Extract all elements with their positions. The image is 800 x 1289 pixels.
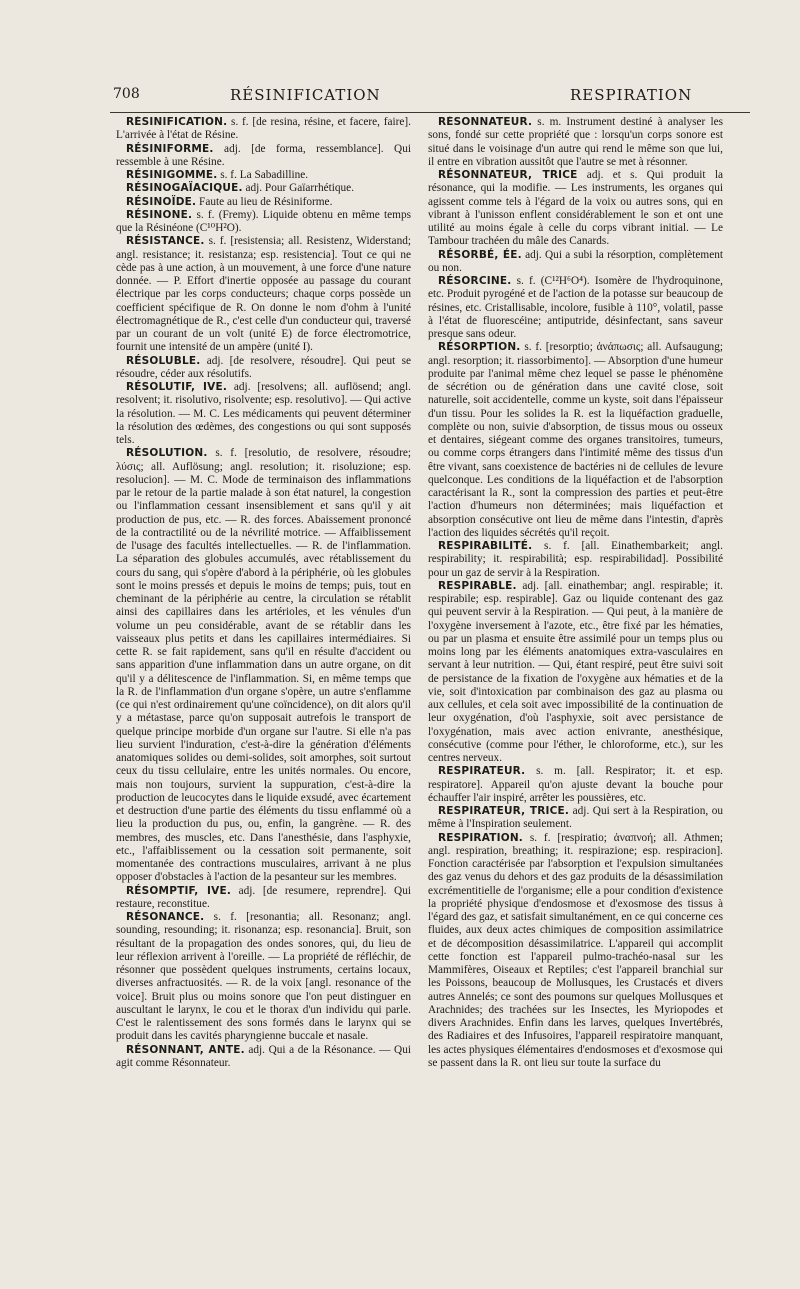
entry: [116, 235, 411, 354]
headword: RÉSINONE.: [126, 208, 193, 221]
entry: [428, 805, 723, 832]
headword: RÉSOLUTION.: [126, 447, 208, 460]
right-column: [428, 116, 723, 1244]
definition: adj. Qui sert à la Respiration, ou même à l'Inspiration seulement.: [428, 805, 723, 831]
definition: s. f. (Fremy). Liquide obtenu en même temps que la Résinéone (C¹⁰H²O).: [116, 208, 411, 234]
definition: adj. [de resolvere, résoudre]. Qui peut se résoudre, céder aux résolutifs.: [116, 354, 411, 380]
definition: s. f. [resorptio; ἀνάπωσις; all. Aufsaugung; angl. resorption; it. riassorbimento]. — Absorption d'une humeur produite par l'animal même chez lequel se passe le phénomène de sécrétion ou de génération dans une cavité close, soit naturelle, soit accidentelle, comme un kyste, soit dans l'épaisseur d'un tissu. Pour les solides la R. est la liquéfaction graduelle, complète ou non, suivie d'absorption, de tissus mous ou osseux et dentaires, siégeant comme des organes transitoires, tumeurs, ou comme corps étrangers dans l'intimité même des tissus d'un être vivant, sans coexistence de bactéries ni de cellules de levure quelconque. Les conditions de la liquéfaction et de l'absorption caractérisant la R., sont la compression des parties et peut-être l'action d'humeurs non déterminées; mais liquéfaction et absorption consécutive ont lieu de même dans l'intestin, d'après l'action des liquides sécrétés qu'il reçoit.: [428, 341, 723, 539]
definition: adj. Qui a de la Résonance. — Qui agit comme Résonnateur.: [116, 1043, 411, 1069]
headword: RÉSONANCE.: [126, 911, 205, 923]
definition: s. f. [resistensia; all. Resistenz, Widerstand; angl. resistance; it. resistanza; esp. resistencia]. Tout ce qui ne cède pas à une action, à un mouvement, à une force d'une nature donnée. — P. Effort d'inertie opposée au passage du courant électrique par les corps conducteurs; chaque corps possède un coefficient spécifique de R. On donne le nom d'ohm à l'unité électromagnétique de R., c'est celle d'un conducteur qui, traversé par un courant de un volt (unité E) de force électromotrice, fournit une intensité de un ampère (unité I).: [116, 235, 411, 354]
definition: adj. et s. Qui produit la résonance, qui la modifie. — Les instruments, les organes qui agissent comme tels à l'égard de la voix ou autres sons, qui en vibrant à l'unisson enflent considérablement le son et ont une utilité au moins égale à celle du corps vibrant initial. — Le Tambour trachéen du mâle des Canards.: [428, 169, 723, 248]
definition: s. f. La Sabadilline.: [217, 169, 309, 181]
headword: RESPIRATEUR, TRICE.: [438, 805, 570, 817]
definition: adj. Pour Gaïarrhétique.: [242, 182, 355, 195]
headword: RESPIRABILITÉ.: [438, 540, 533, 552]
entry: [428, 275, 723, 341]
entry: [428, 169, 723, 249]
entry: [116, 355, 411, 382]
headword: RÉSINOGAÏACIQUE.: [126, 182, 243, 195]
header-rule: [110, 112, 750, 113]
headword: RÉSINIFORME.: [126, 142, 214, 155]
definition: s. f. [all. Einathembarkeit; angl. respirability; it. respirabilità; esp. respirabilidad]. Possibilité pour un gaz de servir à la Respiration.: [428, 540, 723, 579]
headword: RESPIRATION.: [438, 831, 523, 844]
entry: [116, 381, 411, 447]
headword: RÉSORCINE.: [438, 275, 512, 287]
entry: [116, 143, 411, 170]
headword: RÉSONNATEUR, TRICE: [438, 169, 578, 181]
entry: [428, 765, 723, 805]
entry: [428, 341, 723, 540]
entry: [116, 169, 411, 182]
definition: adj. [all. einathembar; angl. respirable; it. respirabile; esp. respirable]. Gaz ou liquide contenant des gaz qui peuvent servir à la Respiration. — Qui peut, à la manière de l'oxygène inversement à l'azote, etc., être fixé par les hématies, ou par un plasma et ensuite être assimilé pour un temps plus ou moins long par les éléments anatomiques extra-vasculaires en servant à leur nutrition. — Qui, étant respiré, peut être suivi soit de persistance de la fixation de l'oxygène aux hématies et de la vie, soit d'intoxication par combinaison des gaz au plasma ou aux cellules, et cela soit avec impossibilité de la continuation de leur oxygénation, d'où l'asphyxie, soit avec persistance de l'oxygénation, mais avec action enivrante, anesthésique, consécutive (comme pour l'éther, le chloroforme, etc.), sur les centres nerveux.: [428, 579, 723, 764]
running-header: [0, 86, 800, 108]
headword: RÉSOMPTIF, IVE.: [126, 884, 232, 897]
definition: s. f. [resonantia; all. Resonanz; angl. sounding, resounding; it. risonanza; esp. resonancia]. Bruit, son résultant de la propagation des ondes sonores, qui, du lieu de leur réflexion arrivent à l'oreille. — La propriété de réfléchir, de résonner que possèdent quelques instruments, certains locaux, diverses anfractuosités. — R. de la voix [angl. resonance of the voice]. Bruit plus ou moins sonore que l'on peut distinguer en auscultant le larynx, le cou et le thorax d'un individu qui parle. C'est le ralentissement des sons formés dans le larynx qui se produit dans les cavités pharyngienne buccale et nasale.: [116, 911, 411, 1043]
entry: [116, 885, 411, 912]
left-column: [116, 116, 411, 1244]
headword: RÉSORPTION.: [438, 341, 521, 354]
definition: s. f. (C¹²H⁶O⁴). Isomère de l'hydroquinone, etc. Produit pyrogéné et de l'action de la potasse sur beaucoup de résines, etc. Cristallisable, incolore, fusible à 110°, volatil, passe à l'état de fluorescéine; antiputride, désinfectant, sans saveur presque sans odeur.: [428, 275, 723, 340]
definition: adj. [resolvens; all. auflösend; angl. resolvent; it. risolutivo, risolvente; esp. resolutivo]. — Qui active la résolution. — M. C. Les médicaments qui peuvent déterminer la résolution des œdèmes, des congestions ou qui sont supposés tels.: [116, 381, 411, 446]
definition: s. m. Instrument destiné à analyser les sons, fondé sur cette propriété que : lorsqu'un corps sonore est situé dans le voisinage d'un autre qui rend le même son que lui, il entre en vibration aussitôt que l'autre se met à résonner.: [428, 116, 723, 168]
headword: RÉSOLUBLE.: [126, 354, 201, 367]
definition: s. f. [respiratio; ἀναπνοή; all. Athmen; angl. respiration, breathing; it. respirazione; esp. respiracion]. Fonction caractérisée par l'absorption et l'expulsion simultanées des gaz venus du dehors et des gaz produits de la désassimilation excrémentitielle de l'organisme; elle a pour condition d'existence la propriété physique d'endosmose et d'exosmose des tissus à l'égard des gaz, et satisfait simultanément, en ce qui concerne ces fluides, aux deux actes chimiques de composition assimilatrice et de décomposition désassimilatrice. L'appareil qui accomplit cette fonction est l'appareil pulmo-trachéo-nasal sur les Mammifères, Oiseaux et Reptiles; c'est l'appareil branchial sur les Poissons, beaucoup de Mollusques, les Crustacés et divers autres Annelés; ce sont des poumons sur quelques Mollusques et Arachnides; des trachées sur les Insectes, les Myriopodes et divers Arachnides. Enfin dans les larves, quelques Invertébrés, des Radiaires et des Infusoires, l'appareil respiratoire manquant, les actes physiques élémentaires d'endosmoses et d'exosmose qui se passent dans la R. ont lieu sur toute la surface du: [428, 831, 723, 1069]
entry: [116, 911, 411, 1044]
left-running-title: RÉSINIFICATION: [230, 86, 381, 104]
definition: s. f. [resolutio, de resolvere, résoudre; λύσις; all. Auflösung; angl. resolution; it. risoluzione; esp. resolucion]. — M. C. Mode de terminaison des inflammations par le retour de la partie malade à son état naturel, la congestion ou l'inflammation cessant insensiblement et sans qu'il y ait production de pus, etc. — R. des forces. Abaissement prononcé de la contractilité ou de la névrilité motrice. — Affaiblissement de l'usage des facultés intellectuelles. — R. de l'inflammation. La séparation des globules accumulés, avec rétablissement du cours du sang, qui s'opère d'abord à la périphérie, où les globules sont le moins pressés et depuis le moins de temps; puis, tout en cheminant de la périphérie au centre, la circulation se rétablit ainsi des capillaires dans les artérioles, et les vénules d'un volume un peu considérable, avant de se rétablir dans les vaisseaux plus petits et dans les capillaires intermédiaires. Si cette R. se fait rapidement, sans qu'il en résulte d'accident ou sans apparition d'une inflammation dans un autre organe, on dit qu'il y a délitescence de l'inflammation. Si, en même temps que la R. de l'inflammation d'un organe s'opère, un autre s'enflamme (ce qui n'est ordinairement qu'une coïncidence), on dit alors qu'il y a métastase, parce qu'on supposait autrefois le transport de quelque principe morbide d'un organe sur l'autre. Si elle n'a pas lieu survient l'induration, c'est-à-dire la génération d'éléments anatomiques solides ou demi-solides, soit amorphes, soit surtout ceux du tissu cellulaire, entre les unités normales. Ou encore, mais non toujours, survient la suppuration, c'est-à-dire la production de leucocytes dans le liquide exsudé, avec écartement et destruction d'une partie des éléments du tissu enflammé où a lieu la production du pus, ou, enfin, la gangrène. — R. des membres, des muscles, etc. Dans l'anesthésie, dans l'asphyxie, etc., l'affaiblissement ou la cessation soit permanente, soit momentanée des contractions musculaires, arrivant à ne plus opposer d'obstacles à l'action de la pesanteur sur les membres.: [116, 447, 411, 884]
headword: RÉSINIGOMME.: [126, 169, 218, 181]
right-running-title: RESPIRATION: [570, 86, 693, 104]
definition: s. f. [de resina, résine, et facere, faire]. L'arrivée à l'état de Résine.: [116, 116, 411, 142]
page-number: 708: [113, 86, 140, 102]
definition: adj. Qui a subi la résorption, complètement ou non.: [428, 248, 723, 274]
entry: [428, 116, 723, 169]
headword: RESPIRATEUR.: [438, 765, 526, 778]
entry: [428, 832, 723, 1071]
entry: [116, 1044, 411, 1071]
definition: Faute au lieu de Résiniforme.: [196, 195, 333, 208]
headword: RÉSORBÉ, ÉE.: [438, 248, 522, 261]
entry: [428, 249, 723, 276]
headword: RÉSISTANCE.: [126, 235, 205, 248]
headword: RÉSINOÏDE.: [126, 195, 197, 208]
entry: [116, 196, 411, 209]
entry: [116, 209, 411, 236]
entry: [428, 540, 723, 580]
definition: adj. [de forma, ressemblance]. Qui ressemble à une Résine.: [116, 142, 411, 168]
entry: [116, 447, 411, 884]
headword: RESPIRABLE.: [438, 579, 517, 592]
entry: [116, 182, 411, 195]
headword: RÉSINIFICATION.: [126, 116, 228, 128]
entry: [116, 116, 411, 143]
definition: adj. [de resumere, reprendre]. Qui restaure, reconstitue.: [116, 884, 411, 910]
entry: [428, 580, 723, 766]
definition: s. m. [all. Respirator; it. et esp. respiratore]. Appareil qu'on ajuste devant la bouche pour échauffer l'air inspiré, arrêter les poussières, etc.: [428, 765, 723, 804]
headword: RÉSONNATEUR.: [438, 116, 533, 128]
headword: RÉSOLUTIF, IVE.: [126, 381, 228, 393]
headword: RÉSONNANT, ANTE.: [126, 1043, 245, 1056]
